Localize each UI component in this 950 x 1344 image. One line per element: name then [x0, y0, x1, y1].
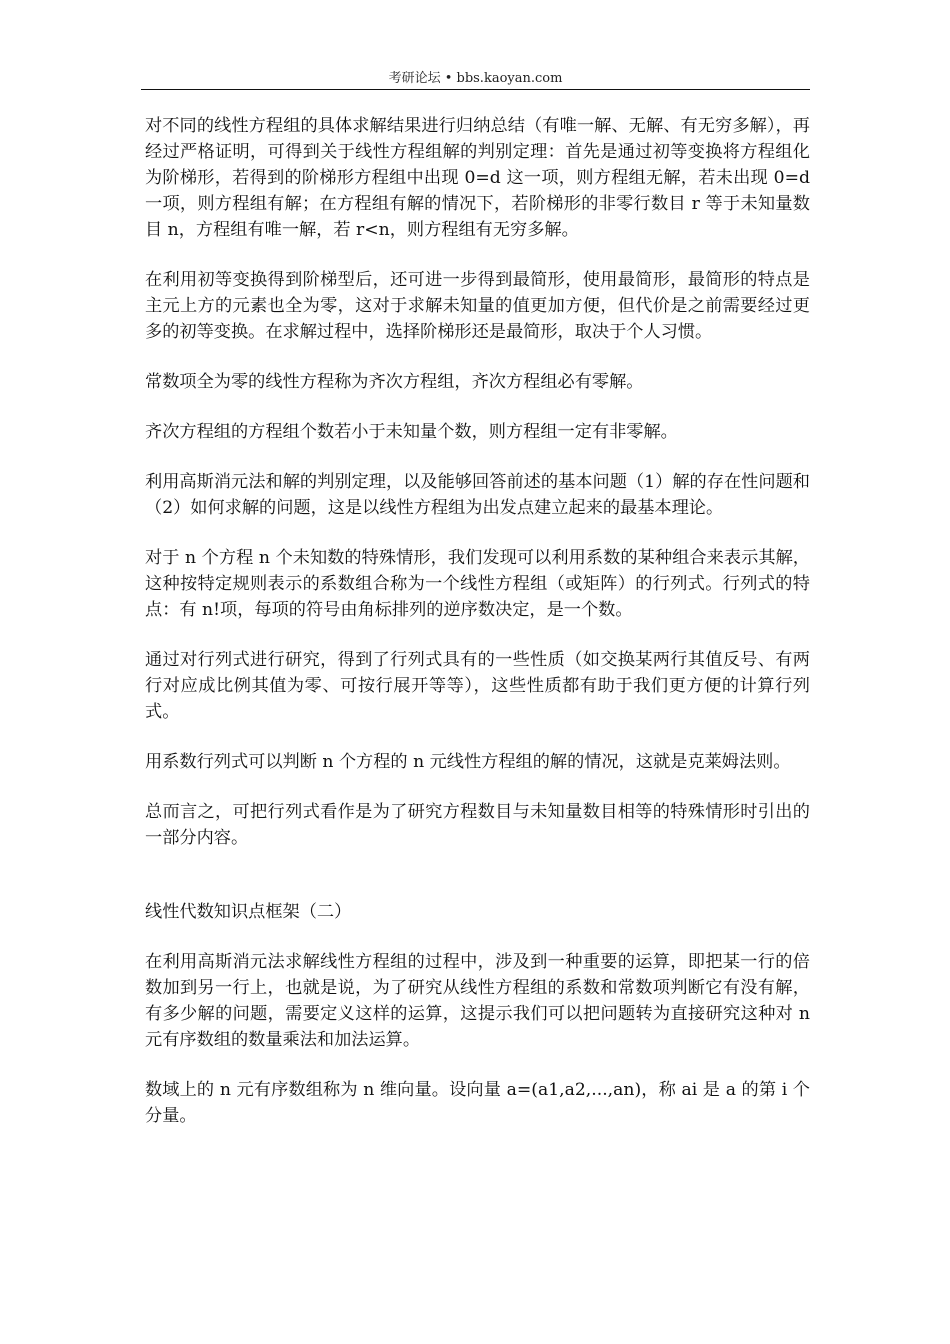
paragraph-vector-operations: 在利用高斯消元法求解线性方程组的过程中，涉及到一种重要的运算，即把某一行的倍数加到另一行上，也就是说，为了研究从线性方程组的系数和常数项判断它有没有解，有多少解的问题，需要定义这样的运算，这提示我们可以把问题转为直接研究这种对 n 元有序数组的数量乘法和加法运算。: [145, 952, 810, 1050]
page-header: 考研论坛 • bbs.kaoyan.com: [388, 71, 563, 86]
header-divider: [141, 89, 810, 90]
paragraph-solution-criterion: 对不同的线性方程组的具体求解结果进行归纳总结（有唯一解、无解、有无穷多解），再经过严格证明，可得到关于线性方程组解的判别定理：首先是通过初等变换将方程组化为阶梯形，若得到的阶梯形方程组中出现 0=d 这一项，则方程组无解，若未出现 0=d 一项，则方程组有解；在方程组有解的情况下，若阶梯形的非零行数目 r 等于未知量数目 n，方程组有唯一解，若 r<n，则方程组有无穷多解。: [145, 116, 810, 240]
paragraph-nonzero-solution: 齐次方程组的方程组个数若小于未知量个数，则方程组一定有非零解。: [145, 422, 678, 442]
document-body: [145, 113, 810, 1129]
paragraph-homogeneous-system: 常数项全为零的线性方程称为齐次方程组，齐次方程组必有零解。: [145, 372, 644, 392]
paragraph-determinant-properties: 通过对行列式进行研究，得到了行列式具有的一些性质（如交换某两行其值反号、有两行对应成比例其值为零、可按行展开等等），这些性质都有助于我们更方便的计算行列式。: [145, 650, 810, 722]
paragraph-determinant-definition: 对于 n 个方程 n 个未知数的特殊情形，我们发现可以利用系数的某种组合来表示其解，这种按特定规则表示的系数组合称为一个线性方程组（或矩阵）的行列式。行列式的特点：有 n!项，每项的符号由角标排列的逆序数决定，是一个数。: [145, 548, 810, 620]
paragraph-cramer-rule: 用系数行列式可以判断 n 个方程的 n 元线性方程组的解的情况，这就是克莱姆法则。: [145, 752, 791, 772]
paragraph-reduced-form: 在利用初等变换得到阶梯型后，还可进一步得到最简形，使用最简形，最简形的特点是主元上方的元素也全为零，这对于求解未知量的值更加方便，但代价是之前需要经过更多的初等变换。在求解过程中，选择阶梯形还是最简形，取决于个人习惯。: [145, 270, 810, 342]
paragraph-vector-definition: 数域上的 n 元有序数组称为 n 维向量。设向量 a=(a1,a2,...,an)，称 ai 是 a 的第 i 个分量。: [145, 1080, 810, 1126]
paragraph-basic-theory: 利用高斯消元法和解的判别定理，以及能够回答前述的基本问题（1）解的存在性问题和（2）如何求解的问题，这是以线性方程组为出发点建立起来的最基本理论。: [145, 472, 810, 518]
paragraph-summary: 总而言之，可把行列式看作是为了研究方程数目与未知量数目相等的特殊情形时引出的一部分内容。: [145, 802, 810, 848]
section-title: 线性代数知识点框架（二）: [145, 902, 352, 922]
